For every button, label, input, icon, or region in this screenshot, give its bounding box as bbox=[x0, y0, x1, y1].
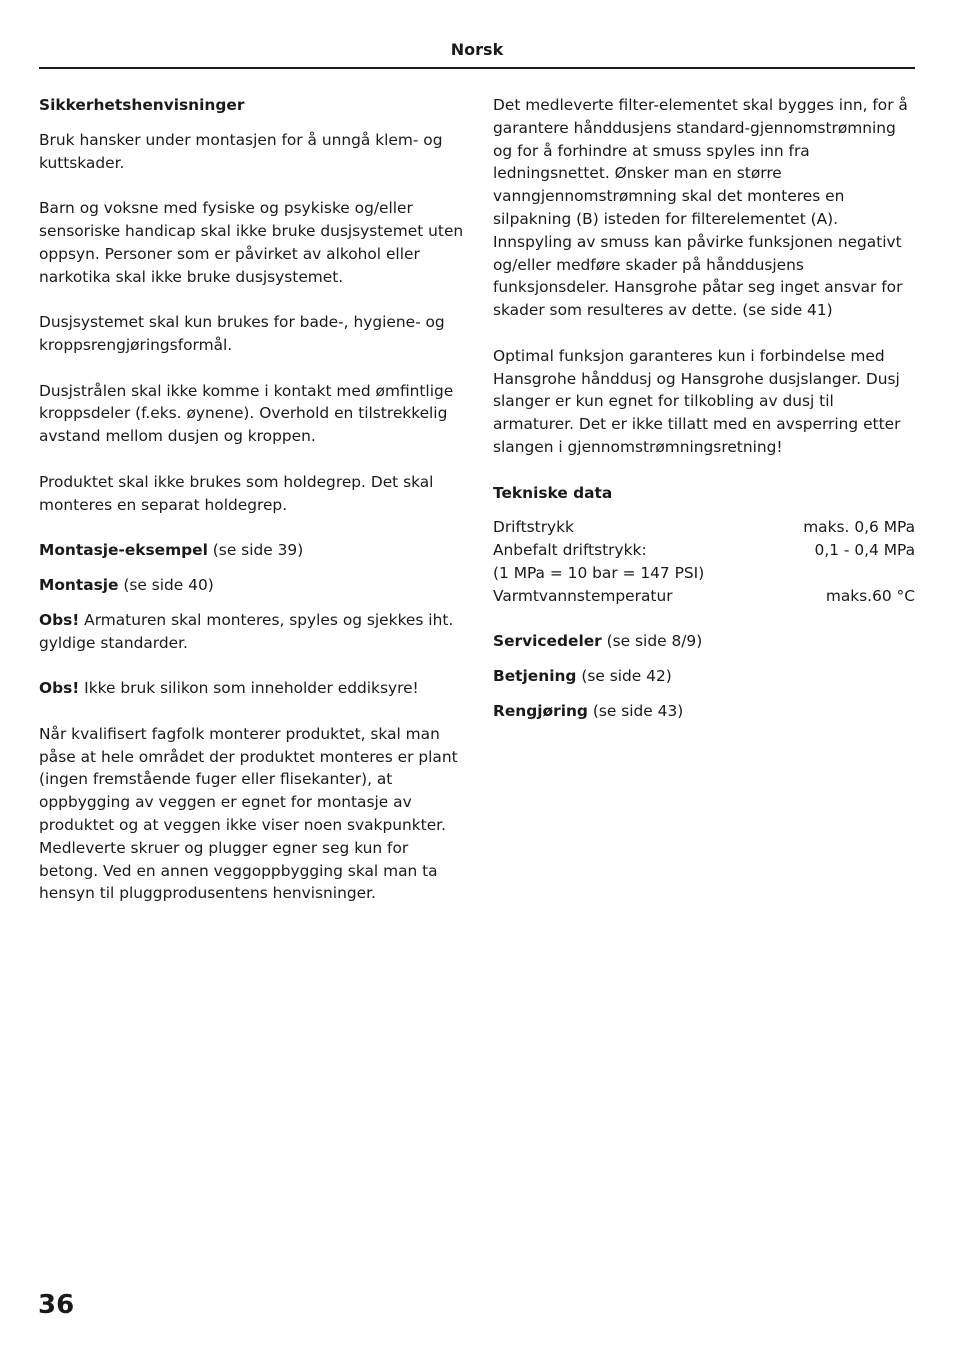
language-header: Norsk bbox=[450, 40, 504, 59]
assembly-example-page: (se side 39) bbox=[207, 541, 304, 560]
left-column bbox=[39, 94, 464, 928]
assembly-example-ref bbox=[39, 539, 464, 562]
cleaning-ref bbox=[493, 700, 915, 723]
assembly-ref bbox=[39, 574, 464, 597]
safety-paragraph-supervision: Barn og voksne med fysiske og psykiske og/eller sensoriske handicap skal ikke bruke dusjsystemet uten oppsyn. Personer som er påvirket av alkohol eller narkotika skal ikke bruke dusjsystemet. bbox=[39, 199, 464, 286]
operation-label: Betjening bbox=[493, 667, 577, 686]
assembly-label: Montasje bbox=[39, 575, 119, 594]
tech-value: maks. 0,6 MPa bbox=[803, 518, 915, 537]
safety-heading: Sikkerhetshenvisninger bbox=[39, 96, 245, 114]
cleaning-label: Rengjøring bbox=[493, 701, 588, 720]
tech-label: (1 MPa = 10 bar = 147 PSI) bbox=[493, 563, 705, 582]
tech-row bbox=[493, 516, 915, 539]
page-number: 36 bbox=[38, 1290, 75, 1320]
assembly-page: (se side 40) bbox=[118, 575, 214, 594]
cleaning-page: (se side 43) bbox=[587, 701, 684, 720]
safety-paragraph-grip: Produktet skal ikke brukes som holdegrep. Det skal monteres en separat holdegrep. bbox=[39, 472, 434, 514]
note-standards-label: Obs! bbox=[39, 610, 80, 629]
safety-paragraph-body-parts: Dusjstrålen skal ikke komme i kontakt med ømfintlige kroppsdeler (f.eks. øynene). Overhold en tilstrekkelig avstand mellom dusjen og kroppen. bbox=[39, 381, 454, 446]
tech-value: 0,1 - 0,4 MPa bbox=[814, 541, 915, 560]
safety-paragraph-purpose: Dusjsystemet skal kun brukes for bade-, hygiene- og kroppsrengjøringsformål. bbox=[39, 313, 445, 354]
tech-row bbox=[493, 562, 915, 585]
note-standards-text: Armaturen skal monteres, spyles og sjekkes iht. gyldige standarder. bbox=[39, 610, 454, 652]
function-paragraph: Optimal funksjon garanteres kun i forbindelse med Hansgrohe hånddusj og Hansgrohe dusjslanger. Dusj slanger er kun egnet for tilkobling av dusj til armaturer. Det er ikke tillatt med en avsperring etter slangen i gjennomstrømningsretning! bbox=[493, 346, 901, 456]
note-silicone-text: Ikke bruk silikon som inneholder eddiksyre! bbox=[79, 679, 419, 698]
tech-value: maks.60 °C bbox=[825, 586, 915, 605]
tech-data-heading: Tekniske data bbox=[493, 483, 613, 502]
note-silicone-label: Obs! bbox=[39, 679, 80, 698]
safety-paragraph-gloves: Bruk hansker under montasjen for å unngå klem- og kuttskader. bbox=[39, 130, 443, 172]
tech-label: Anbefalt driftstrykk: bbox=[493, 541, 647, 560]
service-parts-page: (se side 8/9) bbox=[601, 632, 703, 651]
note-silicone bbox=[39, 677, 464, 700]
filter-paragraph: Det medleverte filter-elementet skal bygges inn, for å garantere hånddusjens standard-gjennomstrømning og for å forhindre at smuss spyles inn fra ledningsnettet. Ønsker man en større vanngjennomstrømning skal det monteres en silpakning (B) isteden for filterelementet (A). Innspyling av smuss kan påvirke funksjonen negativt og/eller medføre skader på hånddusjens funksjonsdeler. Hansgrohe påtar seg inget ansvar for skader som resulteres av dette. (se side 41) bbox=[493, 96, 908, 320]
assembly-example-label: Montasje-eksempel bbox=[39, 541, 208, 560]
operation-page: (se side 42) bbox=[576, 667, 672, 686]
installer-paragraph: Når kvalifisert fagfolk monterer produktet, skal man påse at hele området der produktet monteres er plant (ingen fremstående fuger eller flisekanter), at oppbygging av veggen er egnet for montasje av produktet og at veggen ikke viser noen svakpunkter. Medleverte skruer og plugger egner seg kun for betong. Ved en annen veggoppbygging skal man ta hensyn til pluggprodusentens henvisninger. bbox=[39, 724, 458, 903]
operation-ref bbox=[493, 665, 915, 688]
tech-label: Varmtvannstemperatur bbox=[493, 586, 673, 605]
tech-row bbox=[493, 585, 915, 608]
service-parts-ref bbox=[493, 630, 915, 653]
tech-row bbox=[493, 539, 915, 562]
service-parts-label: Servicedeler bbox=[493, 632, 602, 651]
header-divider bbox=[39, 67, 915, 69]
right-column bbox=[493, 94, 915, 735]
note-standards bbox=[39, 609, 464, 655]
tech-label: Driftstrykk bbox=[493, 518, 574, 537]
tech-data-table bbox=[493, 516, 915, 607]
